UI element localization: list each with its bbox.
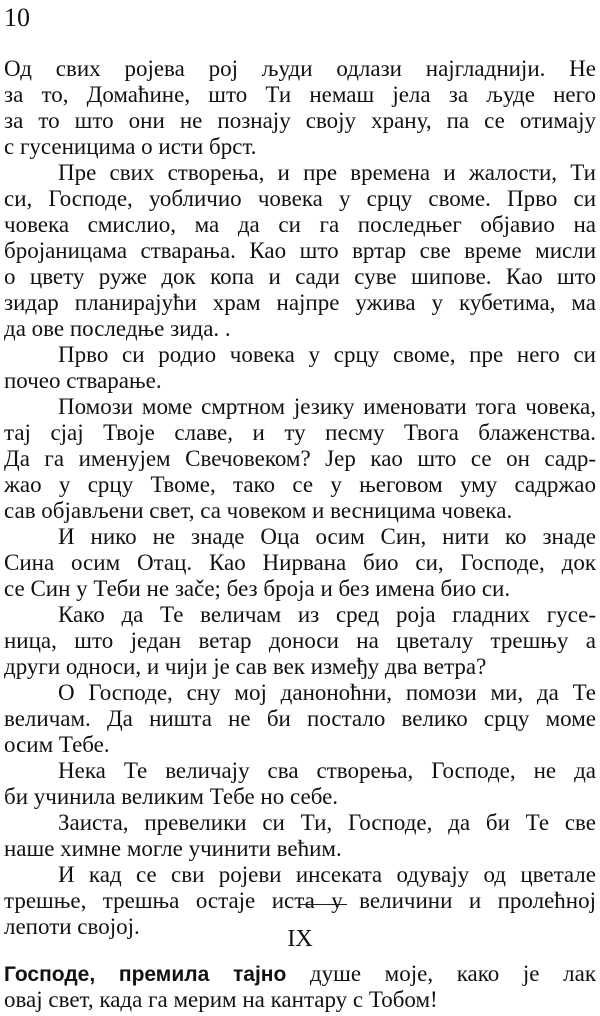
section-first-paragraph xyxy=(4,961,596,1013)
paragraph-line: Да га именујем Свечовеком? Јер као што се он садр- xyxy=(4,446,596,471)
paragraph-line: с гусеницима о исти брст. xyxy=(4,134,257,159)
paragraph-line: овај свет, када га мерим на кантару с Тобом! xyxy=(4,987,438,1012)
paragraph-line: Пре свих створења, и пре времена и жалости, Ти xyxy=(58,160,596,185)
paragraph-line: сав објављени свет, са човеком и весницима човека. xyxy=(4,498,513,523)
paragraph-line: трешње, трешња остаје иста у величини и пролећној xyxy=(4,888,596,913)
paragraph-line: се Син у Теби не зače; без броја и без имена био си. xyxy=(4,576,511,601)
paragraph-line: Од свих ројева рој људи одлази најгладнији. Не xyxy=(4,56,596,81)
paragraph-line: си, Господе, уобличио човека у срцу своме. Прво си xyxy=(4,186,596,211)
paragraph-line: други односи, и чији је сав век између два ветра? xyxy=(4,654,487,679)
paragraph xyxy=(4,394,596,524)
paragraph-line: Прво си родио човека у срцу своме, пре него си xyxy=(58,342,596,367)
paragraph-line: да ове последње зида. . xyxy=(4,316,231,341)
paragraph-line: жао у срцу Твоме, тако се у његовом уму садржао xyxy=(4,472,596,497)
paragraph-line: наше химне могле учинити већим. xyxy=(4,836,342,861)
paragraph-line: лепоти својој. xyxy=(4,914,140,939)
section-heading: IX xyxy=(287,926,313,952)
line-rest: душе моје, како је лак xyxy=(286,961,596,986)
paragraph-line: о цвету руже док копа и сади суве шипове. Као што xyxy=(4,264,596,289)
paragraph-line: И кад се сви ројеви инсеката одувају од цветале xyxy=(58,862,596,887)
paragraph xyxy=(4,680,596,758)
paragraph-line: зидар планирајући храм најпре ужива у кубетима, ма xyxy=(4,290,596,315)
bold-phrase: Господе, премила тајно xyxy=(4,963,287,986)
paragraph-line: Сина осим Отац. Као Нирвана био си, Господе, док xyxy=(4,550,596,575)
paragraph xyxy=(4,160,596,342)
section-divider xyxy=(299,904,347,905)
paragraph xyxy=(4,758,596,810)
paragraph-line: Нека Те величају сва створења, Господе, не да xyxy=(58,758,596,783)
paragraph-line: за то, Домаћине, што Ти немаш јела за људе него xyxy=(4,82,596,107)
paragraph-line: почео стварање. xyxy=(4,368,162,393)
page-number: 10 xyxy=(4,3,30,32)
paragraph xyxy=(4,524,596,602)
paragraph-line: бројаницама стварања. Као што вртар све време мисли xyxy=(4,238,596,263)
paragraph-line: Заиста, превелики си Ти, Господе, да би Те све xyxy=(58,810,596,835)
paragraph xyxy=(4,810,596,862)
paragraph-line: би учинила великим Тебе но себе. xyxy=(4,784,339,809)
paragraph-line: човека смислио, ма да си га последњег објавио на xyxy=(4,212,596,237)
paragraph xyxy=(4,342,596,394)
paragraph-line: И нико не знаде Оца осим Син, нити ко знаде xyxy=(58,524,596,549)
paragraph-line: Како да Те величам из сред роја гладних гусе- xyxy=(58,602,596,627)
paragraph-line: осим Тебе. xyxy=(4,732,110,757)
paragraph-line: ница, што један ветар доноси на цветалу трешњу а xyxy=(4,628,596,653)
paragraph-line: величам. Да ништа не би постало велико срцу моме xyxy=(4,706,596,731)
paragraph-line: тај сјај Твоје славе, и ту песму Твога блаженства. xyxy=(4,420,596,445)
paragraph-line xyxy=(4,961,596,987)
paragraph xyxy=(4,602,596,680)
paragraph xyxy=(4,56,596,160)
body-text xyxy=(4,56,596,940)
paragraph-line: Помози моме смртном језику именовати тога човека, xyxy=(58,394,596,419)
paragraph-line: О Господе, сну мој данонoћни, помози ми, да Те xyxy=(58,680,596,705)
paragraph-line: за то што они не познају своју храну, па се отимају xyxy=(4,108,596,133)
